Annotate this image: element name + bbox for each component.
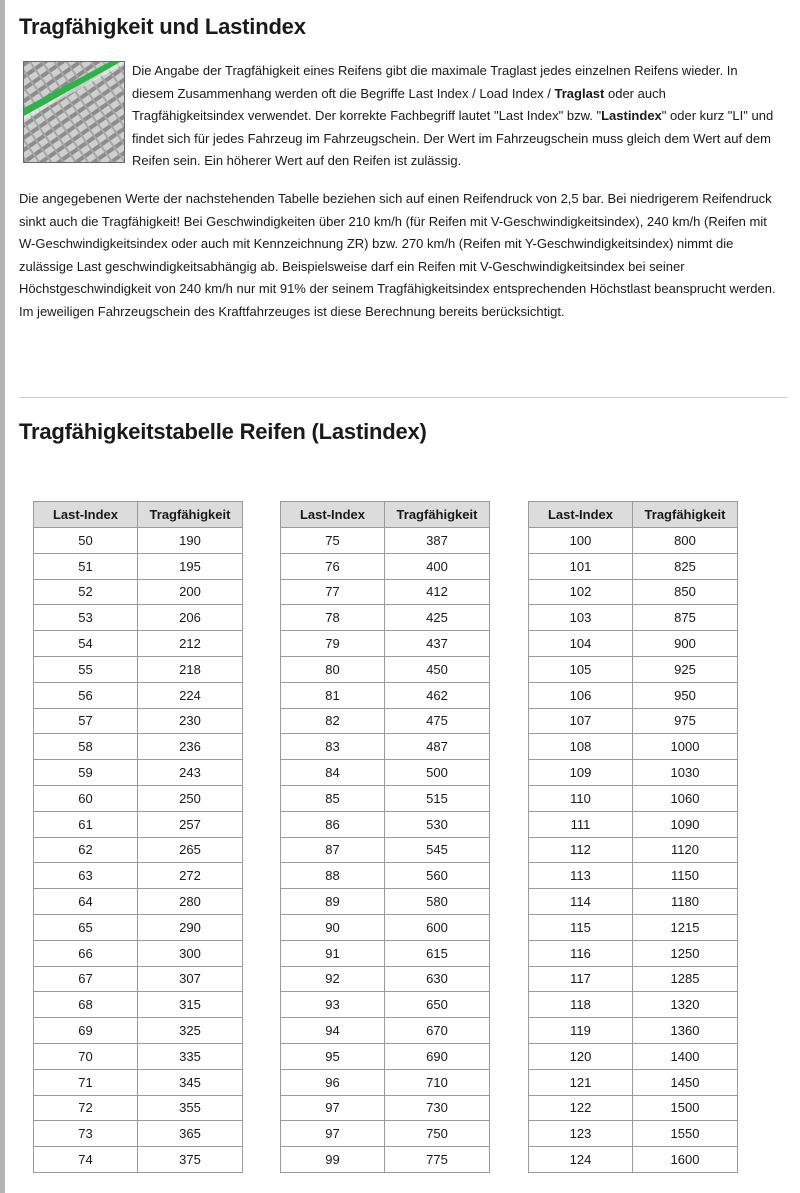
- table-row: [529, 837, 738, 863]
- cell-tragfaehigkeit: 387: [385, 528, 490, 554]
- table-row: [529, 1121, 738, 1147]
- cell-last-index: 90: [281, 914, 385, 940]
- table-row: [281, 760, 490, 786]
- cell-last-index: 99: [281, 1147, 385, 1173]
- table-row: [529, 992, 738, 1018]
- cell-last-index: 59: [34, 760, 138, 786]
- header-last-index: Last-Index: [34, 502, 138, 528]
- table-row: [281, 1147, 490, 1173]
- header-tragfaehigkeit: Tragfähigkeit: [385, 502, 490, 528]
- cell-last-index: 84: [281, 760, 385, 786]
- cell-tragfaehigkeit: 1360: [633, 1018, 738, 1044]
- cell-tragfaehigkeit: 545: [385, 837, 490, 863]
- cell-last-index: 65: [34, 914, 138, 940]
- cell-tragfaehigkeit: 425: [385, 605, 490, 631]
- cell-tragfaehigkeit: 580: [385, 889, 490, 915]
- cell-last-index: 77: [281, 579, 385, 605]
- cell-last-index: 93: [281, 992, 385, 1018]
- cell-tragfaehigkeit: 230: [138, 708, 243, 734]
- cell-tragfaehigkeit: 730: [385, 1095, 490, 1121]
- table-row: [34, 1121, 243, 1147]
- cell-last-index: 123: [529, 1121, 633, 1147]
- table-row: [34, 863, 243, 889]
- table-row: [34, 579, 243, 605]
- table-row: [529, 682, 738, 708]
- table-row: [529, 656, 738, 682]
- cell-last-index: 82: [281, 708, 385, 734]
- pressure-speed-paragraph: Die angegebenen Werte der nachstehenden Tabelle beziehen sich auf einen Reifendruck von 2,5 bar. Bei niedrigerem Reifendruck sinkt auch die Tragfähigkeit! Bei Geschwindigkeiten über 210 km/h (für Reifen mit V-Geschwindigkeitsindex), 240 km/h (Reifen mit W-Geschwindigkeitsindex oder auch mit Kennzeichnung ZR) bzw. 270 km/h (Reifen mit Y-Geschwindigkeitsindex) nimmt die zulässige Last geschwindigkeitsabhängig ab. Beispielsweise darf ein Reifen mit V-Geschwindigkeitsindex bei seiner Höchstgeschwindigkeit von 240 km/h nur mit 91% der seinem Tragfähigkeitsindex entsprechenden Höchstlast beansprucht werden. Im jeweiligen Fahrzeugschein des Kraftfahrzeuges ist diese Berechnung bereits berücksichtigt.: [19, 191, 776, 319]
- table-row: [281, 863, 490, 889]
- cell-tragfaehigkeit: 670: [385, 1018, 490, 1044]
- cell-tragfaehigkeit: 515: [385, 785, 490, 811]
- cell-last-index: 66: [34, 940, 138, 966]
- cell-tragfaehigkeit: 1090: [633, 811, 738, 837]
- cell-last-index: 75: [281, 528, 385, 554]
- cell-tragfaehigkeit: 243: [138, 760, 243, 786]
- cell-last-index: 122: [529, 1095, 633, 1121]
- cell-last-index: 115: [529, 914, 633, 940]
- cell-tragfaehigkeit: 250: [138, 785, 243, 811]
- cell-tragfaehigkeit: 280: [138, 889, 243, 915]
- section-divider: [19, 397, 787, 398]
- cell-tragfaehigkeit: 800: [633, 528, 738, 554]
- cell-last-index: 60: [34, 785, 138, 811]
- table-row: [34, 785, 243, 811]
- table-row: [281, 966, 490, 992]
- table-row: [281, 1095, 490, 1121]
- cell-last-index: 102: [529, 579, 633, 605]
- table-row: [281, 837, 490, 863]
- cell-last-index: 71: [34, 1069, 138, 1095]
- left-edge-strip: [0, 0, 5, 1193]
- cell-last-index: 96: [281, 1069, 385, 1095]
- cell-tragfaehigkeit: 325: [138, 1018, 243, 1044]
- cell-tragfaehigkeit: 272: [138, 863, 243, 889]
- cell-tragfaehigkeit: 375: [138, 1147, 243, 1173]
- cell-tragfaehigkeit: 218: [138, 656, 243, 682]
- tire-tread-icon: [24, 62, 124, 162]
- bold-lastindex: Lastindex: [601, 108, 662, 123]
- cell-last-index: 113: [529, 863, 633, 889]
- cell-last-index: 81: [281, 682, 385, 708]
- cell-last-index: 117: [529, 966, 633, 992]
- intro-paragraph: Die Angabe der Tragfähigkeit eines Reifens gibt die maximale Traglast jedes einzelnen Reifens wieder. In diesem Zusammenhang werden oft die Begriffe Last Index / Load Index / Traglast oder auch Tragfähigkeitsindex verwendet. Der korrekte Fachbegriff lautet "Last Index" bzw. "Lastindex" oder kurz "LI" und findet sich für jedes Fahrzeug im Fahrzeugschein. Der Wert im Fahrzeugschein muss gleich dem Wert auf dem Reifen sein. Ein höherer Wert auf den Reifen ist zulässig.: [132, 63, 774, 168]
- cell-last-index: 67: [34, 966, 138, 992]
- table-row: [281, 682, 490, 708]
- table-row: [529, 785, 738, 811]
- cell-tragfaehigkeit: 487: [385, 734, 490, 760]
- cell-tragfaehigkeit: 615: [385, 940, 490, 966]
- cell-tragfaehigkeit: 475: [385, 708, 490, 734]
- table-row: [281, 1069, 490, 1095]
- cell-tragfaehigkeit: 206: [138, 605, 243, 631]
- table-row: [34, 631, 243, 657]
- table-row: [34, 889, 243, 915]
- cell-tragfaehigkeit: 450: [385, 656, 490, 682]
- header-last-index: Last-Index: [529, 502, 633, 528]
- table-row: [34, 966, 243, 992]
- cell-last-index: 114: [529, 889, 633, 915]
- cell-tragfaehigkeit: 355: [138, 1095, 243, 1121]
- cell-tragfaehigkeit: 1120: [633, 837, 738, 863]
- table-row: [281, 605, 490, 631]
- table-row: [34, 553, 243, 579]
- table-row: [34, 708, 243, 734]
- table-row: [529, 863, 738, 889]
- cell-last-index: 106: [529, 682, 633, 708]
- cell-tragfaehigkeit: 315: [138, 992, 243, 1018]
- cell-tragfaehigkeit: 300: [138, 940, 243, 966]
- table-row: [529, 914, 738, 940]
- cell-tragfaehigkeit: 345: [138, 1069, 243, 1095]
- cell-tragfaehigkeit: 1060: [633, 785, 738, 811]
- table-row: [529, 1018, 738, 1044]
- table-row: [529, 553, 738, 579]
- cell-tragfaehigkeit: 875: [633, 605, 738, 631]
- load-index-table-3: [528, 501, 738, 1173]
- table-row: [34, 760, 243, 786]
- table-row: [529, 579, 738, 605]
- cell-last-index: 103: [529, 605, 633, 631]
- cell-last-index: 68: [34, 992, 138, 1018]
- cell-tragfaehigkeit: 1400: [633, 1043, 738, 1069]
- table-row: [281, 553, 490, 579]
- table-row: [529, 1147, 738, 1173]
- cell-tragfaehigkeit: 1030: [633, 760, 738, 786]
- table-row: [529, 1095, 738, 1121]
- cell-tragfaehigkeit: 825: [633, 553, 738, 579]
- cell-tragfaehigkeit: 365: [138, 1121, 243, 1147]
- table-header-row: [281, 502, 490, 528]
- section-title-tragfaehigkeit: Tragfähigkeit und Lastindex: [19, 14, 306, 39]
- table-row: [34, 1018, 243, 1044]
- table-row: [281, 656, 490, 682]
- header-last-index: Last-Index: [281, 502, 385, 528]
- cell-last-index: 72: [34, 1095, 138, 1121]
- cell-last-index: 88: [281, 863, 385, 889]
- table-row: [281, 992, 490, 1018]
- cell-tragfaehigkeit: 1180: [633, 889, 738, 915]
- cell-last-index: 52: [34, 579, 138, 605]
- table-row: [281, 528, 490, 554]
- cell-last-index: 56: [34, 682, 138, 708]
- table-row: [34, 837, 243, 863]
- cell-tragfaehigkeit: 710: [385, 1069, 490, 1095]
- cell-last-index: 79: [281, 631, 385, 657]
- table-row: [281, 914, 490, 940]
- cell-last-index: 87: [281, 837, 385, 863]
- table-row: [529, 734, 738, 760]
- cell-last-index: 89: [281, 889, 385, 915]
- table-row: [34, 734, 243, 760]
- bold-traglast: Traglast: [554, 85, 605, 101]
- cell-tragfaehigkeit: 560: [385, 863, 490, 889]
- cell-last-index: 120: [529, 1043, 633, 1069]
- cell-last-index: 95: [281, 1043, 385, 1069]
- cell-tragfaehigkeit: 224: [138, 682, 243, 708]
- table-row: [529, 1069, 738, 1095]
- cell-tragfaehigkeit: 1600: [633, 1147, 738, 1173]
- table-row: [34, 914, 243, 940]
- table-row: [34, 1043, 243, 1069]
- cell-last-index: 101: [529, 553, 633, 579]
- header-tragfaehigkeit: Tragfähigkeit: [633, 502, 738, 528]
- table-row: [529, 966, 738, 992]
- cell-last-index: 62: [34, 837, 138, 863]
- cell-tragfaehigkeit: 850: [633, 579, 738, 605]
- cell-tragfaehigkeit: 775: [385, 1147, 490, 1173]
- cell-last-index: 64: [34, 889, 138, 915]
- cell-last-index: 119: [529, 1018, 633, 1044]
- cell-tragfaehigkeit: 265: [138, 837, 243, 863]
- table-row: [281, 785, 490, 811]
- cell-tragfaehigkeit: 690: [385, 1043, 490, 1069]
- table-row: [34, 992, 243, 1018]
- table-header-row: [34, 502, 243, 528]
- cell-tragfaehigkeit: 630: [385, 966, 490, 992]
- cell-last-index: 55: [34, 656, 138, 682]
- cell-last-index: 92: [281, 966, 385, 992]
- table-row: [281, 940, 490, 966]
- table-row: [281, 708, 490, 734]
- cell-tragfaehigkeit: 290: [138, 914, 243, 940]
- cell-last-index: 80: [281, 656, 385, 682]
- cell-tragfaehigkeit: 437: [385, 631, 490, 657]
- cell-tragfaehigkeit: 650: [385, 992, 490, 1018]
- table-row: [34, 811, 243, 837]
- table-row: [281, 631, 490, 657]
- cell-tragfaehigkeit: 1550: [633, 1121, 738, 1147]
- cell-last-index: 100: [529, 528, 633, 554]
- cell-last-index: 78: [281, 605, 385, 631]
- cell-tragfaehigkeit: 195: [138, 553, 243, 579]
- table-row: [529, 528, 738, 554]
- cell-tragfaehigkeit: 750: [385, 1121, 490, 1147]
- cell-last-index: 107: [529, 708, 633, 734]
- cell-tragfaehigkeit: 236: [138, 734, 243, 760]
- cell-last-index: 58: [34, 734, 138, 760]
- table-header-row: [529, 502, 738, 528]
- cell-last-index: 121: [529, 1069, 633, 1095]
- cell-tragfaehigkeit: 190: [138, 528, 243, 554]
- cell-tragfaehigkeit: 950: [633, 682, 738, 708]
- table-row: [281, 734, 490, 760]
- cell-tragfaehigkeit: 335: [138, 1043, 243, 1069]
- tire-tread-thumbnail: [23, 61, 125, 163]
- table-row: [529, 760, 738, 786]
- cell-tragfaehigkeit: 600: [385, 914, 490, 940]
- cell-last-index: 51: [34, 553, 138, 579]
- table-row: [529, 811, 738, 837]
- cell-tragfaehigkeit: 900: [633, 631, 738, 657]
- cell-last-index: 111: [529, 811, 633, 837]
- table-row: [529, 940, 738, 966]
- load-index-table-2: [280, 501, 490, 1173]
- table-row: [281, 1018, 490, 1044]
- cell-last-index: 54: [34, 631, 138, 657]
- cell-last-index: 97: [281, 1095, 385, 1121]
- cell-last-index: 109: [529, 760, 633, 786]
- cell-last-index: 105: [529, 656, 633, 682]
- cell-last-index: 70: [34, 1043, 138, 1069]
- cell-last-index: 69: [34, 1018, 138, 1044]
- cell-tragfaehigkeit: 200: [138, 579, 243, 605]
- cell-tragfaehigkeit: 500: [385, 760, 490, 786]
- table-row: [529, 631, 738, 657]
- cell-last-index: 110: [529, 785, 633, 811]
- cell-last-index: 124: [529, 1147, 633, 1173]
- table-row: [529, 889, 738, 915]
- load-index-table-1: [33, 501, 243, 1173]
- cell-last-index: 76: [281, 553, 385, 579]
- cell-tragfaehigkeit: 530: [385, 811, 490, 837]
- cell-tragfaehigkeit: 1250: [633, 940, 738, 966]
- section-title-tabelle: Tragfähigkeitstabelle Reifen (Lastindex): [19, 419, 427, 444]
- table-row: [34, 1069, 243, 1095]
- cell-tragfaehigkeit: 975: [633, 708, 738, 734]
- cell-last-index: 63: [34, 863, 138, 889]
- cell-last-index: 73: [34, 1121, 138, 1147]
- cell-tragfaehigkeit: 400: [385, 553, 490, 579]
- cell-tragfaehigkeit: 412: [385, 579, 490, 605]
- table-row: [281, 811, 490, 837]
- cell-tragfaehigkeit: 1500: [633, 1095, 738, 1121]
- table-row: [34, 605, 243, 631]
- cell-tragfaehigkeit: 1000: [633, 734, 738, 760]
- table-row: [281, 1043, 490, 1069]
- table-row: [281, 889, 490, 915]
- cell-last-index: 74: [34, 1147, 138, 1173]
- cell-tragfaehigkeit: 212: [138, 631, 243, 657]
- cell-last-index: 61: [34, 811, 138, 837]
- table-row: [529, 1043, 738, 1069]
- table-row: [34, 682, 243, 708]
- cell-tragfaehigkeit: 307: [138, 966, 243, 992]
- table-row: [34, 1147, 243, 1173]
- table-row: [34, 1095, 243, 1121]
- table-row: [34, 940, 243, 966]
- cell-last-index: 86: [281, 811, 385, 837]
- cell-last-index: 108: [529, 734, 633, 760]
- cell-tragfaehigkeit: 1285: [633, 966, 738, 992]
- cell-tragfaehigkeit: 257: [138, 811, 243, 837]
- cell-tragfaehigkeit: 925: [633, 656, 738, 682]
- cell-tragfaehigkeit: 1450: [633, 1069, 738, 1095]
- table-row: [34, 656, 243, 682]
- cell-tragfaehigkeit: 1320: [633, 992, 738, 1018]
- table-row: [529, 605, 738, 631]
- cell-last-index: 53: [34, 605, 138, 631]
- cell-last-index: 104: [529, 631, 633, 657]
- cell-tragfaehigkeit: 1215: [633, 914, 738, 940]
- cell-last-index: 50: [34, 528, 138, 554]
- cell-last-index: 57: [34, 708, 138, 734]
- table-row: [529, 708, 738, 734]
- cell-last-index: 116: [529, 940, 633, 966]
- header-tragfaehigkeit: Tragfähigkeit: [138, 502, 243, 528]
- cell-tragfaehigkeit: 462: [385, 682, 490, 708]
- table-row: [281, 1121, 490, 1147]
- cell-tragfaehigkeit: 1150: [633, 863, 738, 889]
- cell-last-index: 97: [281, 1121, 385, 1147]
- cell-last-index: 85: [281, 785, 385, 811]
- cell-last-index: 118: [529, 992, 633, 1018]
- cell-last-index: 94: [281, 1018, 385, 1044]
- table-row: [281, 579, 490, 605]
- cell-last-index: 83: [281, 734, 385, 760]
- cell-last-index: 91: [281, 940, 385, 966]
- cell-last-index: 112: [529, 837, 633, 863]
- table-row: [34, 528, 243, 554]
